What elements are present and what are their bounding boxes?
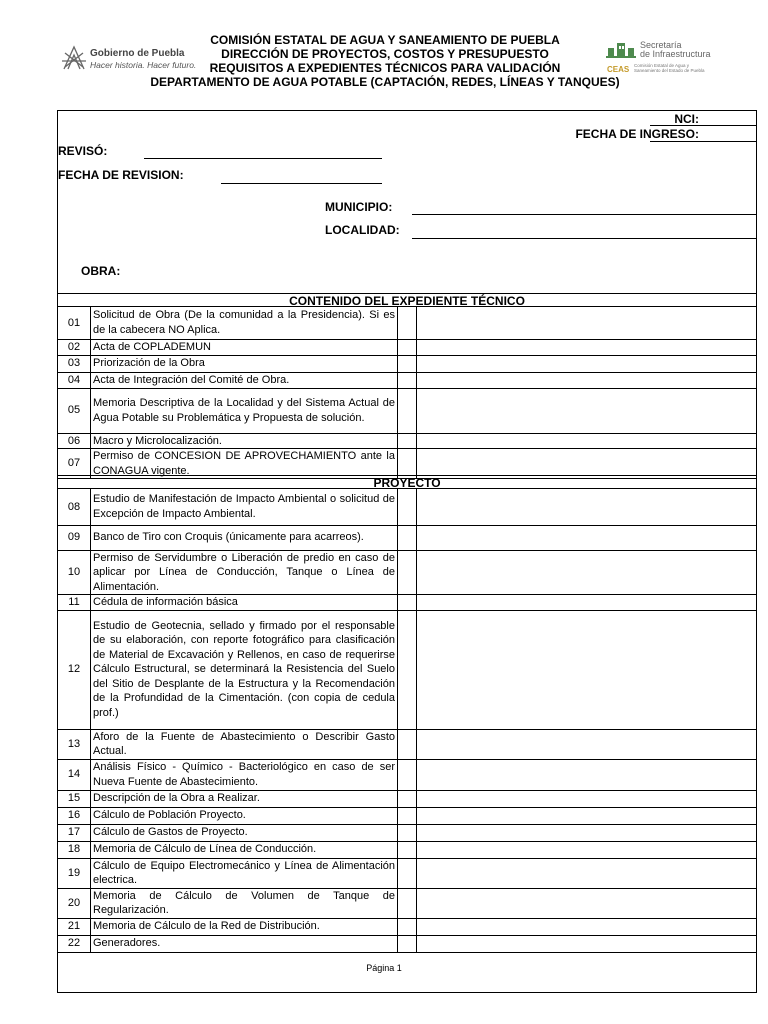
item-observation-cell[interactable] (417, 610, 757, 729)
item-number: 06 (58, 433, 91, 449)
item-description: Aforo de la Fuente de Abastecimiento o Describir Gasto Actual. (91, 729, 398, 759)
item-check-cell[interactable] (398, 841, 417, 858)
logo-right-line1: Secretaría (640, 40, 682, 50)
item-check-cell[interactable] (398, 489, 417, 525)
title-line-3: REQUISITOS A EXPEDIENTES TÉCNICOS PARA VALIDACIÓN (209, 61, 561, 75)
table-row (58, 388, 756, 433)
item-description: Memoria de Cálculo de Línea de Conducción. (91, 841, 398, 858)
item-number: 15 (58, 790, 91, 807)
item-observation-cell[interactable] (417, 807, 757, 824)
municipio-field[interactable] (412, 214, 756, 215)
item-number: 13 (58, 729, 91, 759)
item-check-cell[interactable] (398, 595, 417, 611)
table-row (58, 824, 756, 841)
item-check-cell[interactable] (398, 433, 417, 449)
item-observation-cell[interactable] (417, 372, 757, 388)
item-check-cell[interactable] (398, 824, 417, 841)
item-observation-cell[interactable] (417, 307, 757, 339)
item-description: Memoria de Cálculo de Volumen de Tanque de Regularización. (91, 888, 398, 918)
item-description: Cálculo de Población Proyecto. (91, 807, 398, 824)
nci-label: NCI: (674, 112, 699, 126)
table-row (58, 858, 756, 888)
item-description: Solicitud de Obra (De la comunidad a la Presidencia). Si es de la cabecera NO Aplica. (91, 307, 398, 339)
item-description: Cédula de información básica (91, 595, 398, 611)
reviso-label: REVISÓ: (58, 144, 108, 158)
title-line-4: DEPARTAMENTO DE AGUA POTABLE (CAPTACIÓN, REDES, LÍNEAS Y TANQUES) (150, 75, 620, 89)
item-number: 02 (58, 339, 91, 355)
logo-right-line4: Saneamiento del Estado de Puebla (634, 68, 705, 73)
item-check-cell[interactable] (398, 339, 417, 355)
table-row (58, 918, 756, 935)
table-row (58, 888, 756, 918)
item-number: 11 (58, 595, 91, 611)
item-description: Memoria de Cálculo de la Red de Distribución. (91, 918, 398, 935)
item-check-cell[interactable] (398, 355, 417, 372)
item-check-cell[interactable] (398, 610, 417, 729)
page-number: Página 1 (366, 963, 402, 973)
title-line-1: COMISIÓN ESTATAL DE AGUA Y SANEAMIENTO DE PUEBLA (210, 33, 560, 47)
document-header (0, 0, 768, 110)
item-observation-cell[interactable] (417, 841, 757, 858)
item-description: Memoria Descriptiva de la Localidad y del Sistema Actual de Agua Potable su Problemática y Propuesta de solución. (91, 388, 398, 433)
table-row (58, 550, 756, 595)
item-number: 04 (58, 372, 91, 388)
logo-right-subtext (634, 63, 705, 73)
localidad-label: LOCALIDAD: (325, 223, 400, 237)
item-observation-cell[interactable] (417, 824, 757, 841)
ceas-logo-text: CEAS (607, 65, 630, 74)
municipio-label: MUNICIPIO: (325, 200, 393, 214)
item-observation-cell[interactable] (417, 388, 757, 433)
logo-left-line1: Gobierno de Puebla (90, 48, 185, 59)
reviso-field[interactable] (144, 158, 382, 159)
item-number: 08 (58, 489, 91, 525)
item-observation-cell[interactable] (417, 489, 757, 525)
item-number: 12 (58, 610, 91, 729)
item-observation-cell[interactable] (417, 759, 757, 790)
table-row (58, 790, 756, 807)
item-number: 14 (58, 759, 91, 790)
item-check-cell[interactable] (398, 525, 417, 550)
title-line-2: DIRECCIÓN DE PROYECTOS, COSTOS Y PRESUPUESTO (221, 47, 549, 61)
item-check-cell[interactable] (398, 807, 417, 824)
item-check-cell[interactable] (398, 790, 417, 807)
item-number: 03 (58, 355, 91, 372)
item-observation-cell[interactable] (417, 449, 757, 479)
nci-field[interactable] (650, 125, 756, 126)
item-observation-cell[interactable] (417, 339, 757, 355)
item-number: 22 (58, 935, 91, 952)
item-observation-cell[interactable] (417, 888, 757, 918)
table-row (58, 729, 756, 759)
item-observation-cell[interactable] (417, 525, 757, 550)
item-check-cell[interactable] (398, 759, 417, 790)
item-observation-cell[interactable] (417, 935, 757, 952)
localidad-field[interactable] (412, 238, 756, 239)
item-observation-cell[interactable] (417, 729, 757, 759)
table-row (58, 759, 756, 790)
item-description: Banco de Tiro con Croquis (únicamente para acarreos). (91, 525, 398, 550)
item-observation-cell[interactable] (417, 550, 757, 595)
item-check-cell[interactable] (398, 935, 417, 952)
item-check-cell[interactable] (398, 372, 417, 388)
item-observation-cell[interactable] (417, 918, 757, 935)
item-check-cell[interactable] (398, 918, 417, 935)
table-row (58, 807, 756, 824)
item-description: Priorización de la Obra (91, 355, 398, 372)
item-description: Macro y Microlocalización. (91, 433, 398, 449)
item-description: Generadores. (91, 935, 398, 952)
section-contenido-title: CONTENIDO DEL EXPEDIENTE TÉCNICO (58, 293, 756, 307)
table-row (58, 489, 756, 525)
item-description: Cálculo de Gastos de Proyecto. (91, 824, 398, 841)
item-number: 18 (58, 841, 91, 858)
secretaria-infraestructura-logo (606, 38, 716, 80)
item-number: 07 (58, 449, 91, 479)
item-number: 09 (58, 525, 91, 550)
fecha-ingreso-label: FECHA DE INGRESO: (575, 127, 699, 141)
item-description: Cálculo de Equipo Electromecánico y Línea de Alimentación electrica. (91, 858, 398, 888)
item-number: 17 (58, 824, 91, 841)
logo-right-line3: Comisión Estatal de Agua y (634, 63, 690, 68)
item-check-cell[interactable] (398, 550, 417, 595)
table-row (58, 372, 756, 388)
logo-left-line2: Hacer historia. Hacer futuro. (90, 60, 197, 70)
table-row (58, 610, 756, 729)
item-number: 05 (58, 388, 91, 433)
item-observation-cell[interactable] (417, 433, 757, 449)
item-observation-cell[interactable] (417, 790, 757, 807)
fecha-revision-label: FECHA DE REVISION: (58, 168, 184, 182)
item-description: Análisis Físico - Químico - Bacteriológico en caso de ser Nueva Fuente de Abastecimiento. (91, 759, 398, 790)
item-description: Estudio de Geotecnia, sellado y firmado por el responsable de su elaboración, con reporte fotográfico para clasificación de Material de Excavación y Rellenos, en caso de requerirse Cálculo Estructural, se determinará la Resistencia del Suelo del Sitio de Desplante de la Estructura y la Recomendación de la Profundidad de la Cimentación. (con copia de cedula prof.) (91, 610, 398, 729)
table-row (58, 935, 756, 952)
item-number: 21 (58, 918, 91, 935)
item-check-cell[interactable] (398, 449, 417, 479)
item-description: Acta de Integración del Comité de Obra. (91, 372, 398, 388)
item-observation-cell[interactable] (417, 858, 757, 888)
item-number: 19 (58, 858, 91, 888)
item-observation-cell[interactable] (417, 595, 757, 611)
fecha-revision-field[interactable] (221, 183, 382, 184)
contenido-table (58, 307, 756, 479)
table-row (58, 339, 756, 355)
proyecto-table (58, 489, 756, 953)
item-description: Permiso de CONCESION DE APROVECHAMIENTO ante la CONAGUA vigente. (91, 449, 398, 479)
table-row (58, 841, 756, 858)
item-observation-cell[interactable] (417, 355, 757, 372)
document-title (150, 33, 620, 89)
table-row (58, 307, 756, 339)
item-description: Estudio de Manifestación de Impacto Ambiental o solicitud de Excepción de Impacto Ambiental. (91, 489, 398, 525)
table-row (58, 433, 756, 449)
item-number: 10 (58, 550, 91, 595)
obra-label: OBRA: (81, 264, 121, 278)
item-description: Descripción de la Obra a Realizar. (91, 790, 398, 807)
fecha-ingreso-field[interactable] (650, 141, 756, 142)
table-row (58, 355, 756, 372)
item-number: 01 (58, 307, 91, 339)
item-check-cell[interactable] (398, 729, 417, 759)
table-row (58, 595, 756, 611)
item-description: Acta de COPLADEMUN (91, 339, 398, 355)
item-check-cell[interactable] (398, 388, 417, 433)
item-description: Permiso de Servidumbre o Liberación de predio en caso de aplicar por Línea de Conducción, Tanque o Línea de Alimentación. (91, 550, 398, 595)
item-number: 20 (58, 888, 91, 918)
item-check-cell[interactable] (398, 858, 417, 888)
building-emblem-icon (606, 40, 636, 60)
puebla-emblem-icon (60, 43, 88, 73)
logo-right-line2: de Infraestructura (640, 49, 711, 59)
item-number: 16 (58, 807, 91, 824)
table-row (58, 449, 756, 479)
item-check-cell[interactable] (398, 888, 417, 918)
item-check-cell[interactable] (398, 307, 417, 339)
table-row (58, 525, 756, 550)
section-proyecto-title: PROYECTO (58, 475, 756, 489)
requirements-form (57, 110, 757, 993)
